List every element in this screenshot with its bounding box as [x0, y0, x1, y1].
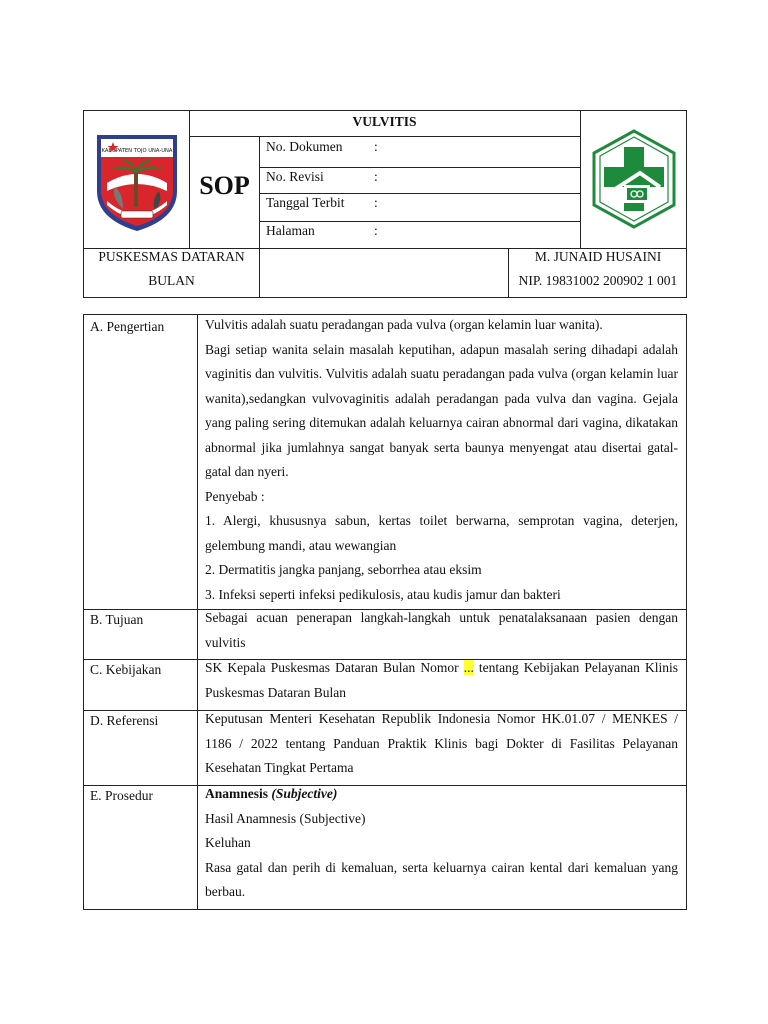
regency-logo-icon	[93, 131, 181, 233]
section-a-p5: 2. Dermatitis jangka panjang, seborrhea atau eksim	[205, 562, 482, 577]
section-e-content	[205, 782, 678, 905]
section-b-content	[205, 606, 678, 655]
section-c-content	[205, 656, 678, 705]
document-title: VULVITIS	[352, 114, 417, 129]
sop-label: SOP	[199, 171, 250, 200]
field-halaman-sep: :	[374, 223, 378, 238]
field-tanggal-terbit-label: Tanggal Terbit	[266, 195, 345, 210]
field-no-dokumen-label: No. Dokumen	[266, 139, 343, 154]
section-e-label: E. Prosedur	[90, 788, 153, 803]
section-c-label: C. Kebijakan	[90, 662, 162, 677]
section-e-heading-italic: (Subjective)	[271, 786, 338, 801]
section-e-line1: Hasil Anamnesis (Subjective)	[205, 810, 366, 826]
section-b-label: B. Tujuan	[90, 612, 144, 627]
section-d-text: Keputusan Menteri Kesehatan Republik Indonesia Nomor HK.01.07 / MENKES / 1186 / 2022 tentang Panduan Praktik Klinis bagi Dokter di Fasilitas Pelayanan Kesehatan Tingkat Pertama	[205, 711, 678, 775]
field-halaman-label: Halaman	[266, 223, 315, 238]
section-a-p4: 1. Alergi, khususnya sabun, kertas toilet berwarna, semprotan vagina, deterjen, gelembung mandi, atau wewangian	[205, 513, 678, 553]
signer-name: M. JUNAID HUSAINI	[534, 249, 662, 264]
section-a-label: A. Pengertian	[90, 319, 165, 334]
section-a-p6: 3. Infeksi seperti infeksi pedikulosis, atau kudis jamur dan bakteri	[205, 586, 561, 602]
section-e-heading: Anamnesis	[205, 786, 272, 801]
institution-line-1: PUSKESMAS DATARAN	[98, 249, 245, 264]
section-d-label: D. Referensi	[90, 713, 159, 728]
section-a-p1: Vulvitis adalah suatu peradangan pada vulva (organ kelamin luar wanita).	[205, 317, 603, 332]
section-c-text-before: SK Kepala Puskesmas Dataran Bulan Nomor	[205, 660, 464, 675]
section-e-line3: Rasa gatal dan perih di kemaluan, serta keluarnya cairan kental dari kemaluan yang berbau.	[205, 859, 678, 899]
field-tanggal-terbit-sep: :	[374, 195, 378, 210]
section-e-line2: Keluhan	[205, 835, 251, 850]
field-no-revisi-label: No. Revisi	[266, 169, 324, 184]
puskesmas-logo-icon	[590, 129, 678, 231]
signer-nip: NIP. 19831002 200902 1 001	[518, 273, 678, 288]
sop-content-table	[83, 314, 687, 910]
field-no-revisi-sep: :	[374, 169, 378, 184]
section-c-highlight: ...	[463, 660, 474, 675]
section-c-text-after: tentang Kebijakan Pelayanan Klinis Puskesmas Dataran Bulan	[205, 660, 678, 700]
institution-line-2: BULAN	[148, 273, 195, 288]
sop-header-table	[83, 110, 687, 298]
field-no-dokumen-sep: :	[374, 139, 378, 154]
section-a-p2: Bagi setiap wanita selain masalah keputihan, adapun masalah sering dihadapi adalah vaginitis dan vulvitis. Vulvitis adalah suatu peradangan pada vulva (organ kelamin luar wanita),sedangkan vulvovaginitis adalah peradangan pada vulva dan vagina. Gejala yang paling sering ditemukan adalah keluarnya cairan abnormal dari vagina, dikatakan abnormal jika jumlahnya sangat banyak serta baunya menyengat atau disertai gatal-gatal dan nyeri.	[205, 341, 678, 479]
section-a-content	[205, 313, 678, 607]
section-d-content	[205, 707, 678, 781]
section-a-p3: Penyebab :	[205, 488, 265, 504]
regency-logo-text: KABUPATEN TOJO UNA-UNA	[101, 148, 173, 154]
section-b-text: Sebagai acuan penerapan langkah-langkah untuk penatalaksanaan pasien dengan vulvitis	[205, 610, 678, 650]
